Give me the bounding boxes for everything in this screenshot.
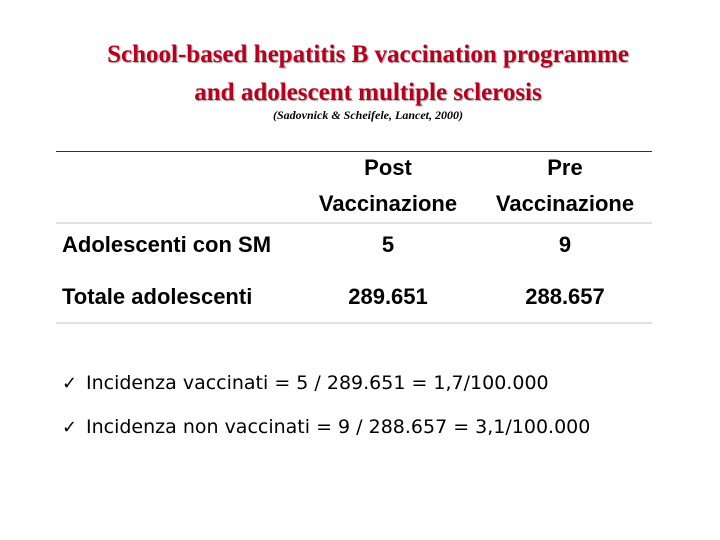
header-post-vaccinazione: Post Vaccinazione — [318, 155, 458, 216]
cell-totale-post: 289.651 — [348, 284, 428, 309]
cell-totale-pre: 288.657 — [525, 284, 605, 309]
citation: (Sadovnick & Scheifele, Lancet, 2000) — [273, 108, 463, 122]
table-header-separator — [56, 222, 652, 224]
check-icon: ✓ — [62, 417, 78, 438]
cell-sm-pre: 9 — [558, 232, 572, 257]
row-label-adolescenti-sm: Adolescenti con SM — [62, 232, 272, 257]
header-pre-vaccinazione: Pre Vaccinazione — [495, 155, 635, 216]
table-bottom-rule — [56, 322, 652, 324]
cell-sm-post: 5 — [381, 232, 395, 257]
slide-title — [0, 36, 720, 112]
row-label-totale-adolescenti: Totale adolescenti — [62, 284, 253, 309]
check-icon: ✓ — [62, 373, 78, 394]
title-line-1: School-based hepatitis B vaccination programme — [107, 41, 629, 68]
title-line-2: and adolescent multiple sclerosis — [194, 79, 542, 106]
bullet-incidenza-vaccinati: ✓ Incidenza vaccinati = 5 / 289.651 = 1,7/100.000 — [62, 372, 549, 394]
bullet-incidenza-non-vaccinati: ✓ Incidenza non vaccinati = 9 / 288.657 = 3,1/100.000 — [62, 416, 591, 438]
